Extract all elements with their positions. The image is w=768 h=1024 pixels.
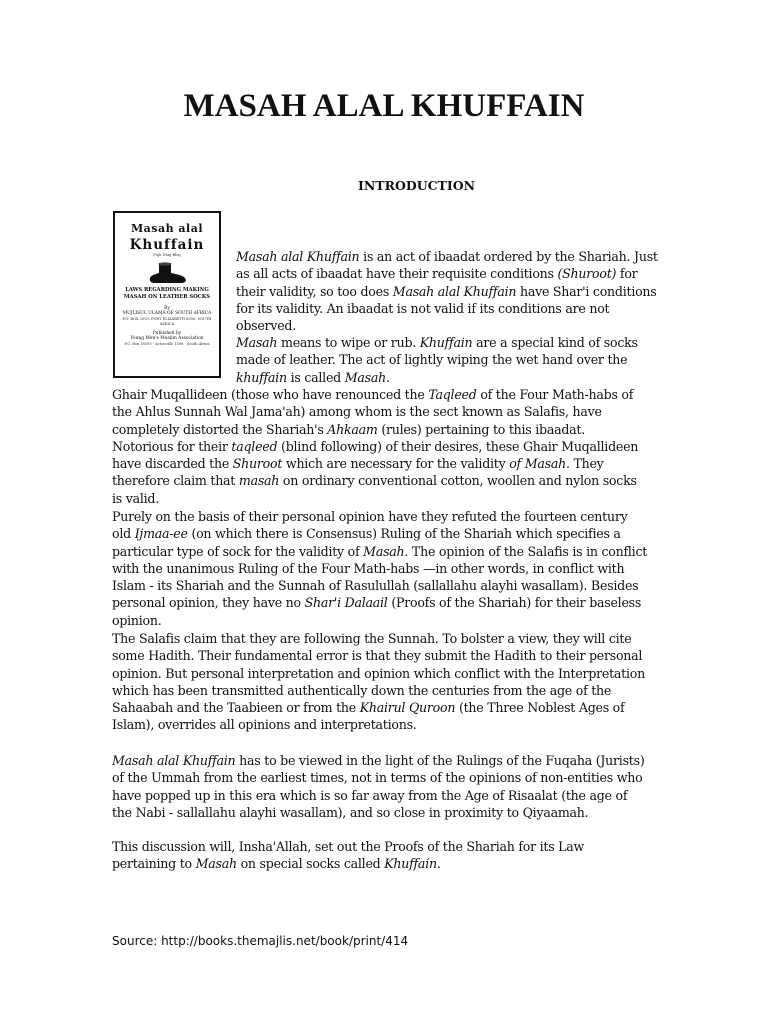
section-heading: INTRODUCTION [358, 178, 476, 193]
source-citation: Source: http://books.themajlis.net/book/print/414 [112, 934, 409, 948]
paragraph-4: Purely on the basis of their personal opinion have they refuted the fourteen century old Ijmaa-ee (on which there is Consensus) Ruling of the Shariah which specifies a particular type of sock for the validity of Masah. The opinion of the Salafis is in conflict with the unanimous Ruling of the Four Math-habs —in other words, in conflict with Islam - its Shariah and the Sunnah of Rasulullah (sallallahu alayhi wasallam). Besides personal opinion, they have no Shar'i Dalaail (Proofs of the Shariah) for their baseless opinion. [112, 509, 648, 628]
cover-author-detail: P.O. BOX 3393, PORT ELIZABETH 6056, SOUTH AFRICA [122, 316, 212, 326]
cover-subtitle [119, 287, 215, 300]
paragraph-1: Masah alal Khuffain is an act of ibaadat ordered by the Shariah. Just as all acts of ibaadat have their requisite conditions (Shuroot) for their validity, so too does Masah alal Khuffain have Shar'i conditions for its validity. An ibaadat is not valid if its conditions are not observed. [236, 249, 658, 334]
cover-subtitle-line1: LAWS REGARDING MAKING [125, 287, 209, 293]
paragraph-6: Masah alal Khuffain has to be viewed in the light of the Rulings of the Fuqaha (Jurists) of the Ummah from the earliest times, not in terms of the opinions of non-entities who have popped up in this era which is so far away from the Age of Risaalat (the age of the Nabi - sallallahu alayhi wasallam), and so close in proximity to Qiyaamah. [112, 753, 645, 820]
paragraph-5: The Salafis claim that they are following the Sunnah. To bolster a view, they will cite some Hadith. Their fundamental error is that they submit the Hadith to their personal opinion. But personal interpretation and opinion which conflict with the Interpretation which has been transmitted authentically down the centuries from the age of the Sahaabah and the Taabieen or from the Khairul Quroon (the Three Noblest Ages of Islam), overrides all opinions and interpretations. [112, 631, 645, 733]
cover-small-caption: Fiqh Dhig Blog [153, 253, 181, 257]
document-title: MASAH ALAL KHUFFAIN [183, 88, 585, 124]
cover-publisher-block [115, 331, 219, 347]
cover-author: MUJLISUL ULAMA OF SOUTH AFRICA [122, 311, 212, 317]
paragraph-2: Masah means to wipe or rub. Khuffain are a special kind of socks made of leather. The act of lightly wiping the wet hand over the khuffain is called Masah. [236, 335, 638, 385]
cover-title-line2: Khuffain [129, 237, 205, 253]
paragraph-7: This discussion will, Insha'Allah, set out the Proofs of the Shariah for its Law pertaining to Masah on special socks called Khuffain. [112, 839, 585, 872]
book-cover-image [113, 211, 221, 378]
cover-subtitle-line2: MASAH ON LEATHER SOCKS [123, 293, 211, 300]
leather-sock-icon [145, 262, 189, 284]
cover-by: By [164, 306, 170, 311]
cover-publisher: Young Men's Muslim Association [130, 336, 204, 342]
cover-published-by: Published by [152, 330, 182, 336]
cover-publisher-detail: P.O. Box 18595 · Actonville 1506 · South Africa [124, 341, 210, 346]
cover-title-line1: Masah alal [130, 222, 204, 235]
paragraph-3: Ghair Muqallideen (those who have renounced the Taqleed of the Four Math-habs of the Ahlus Sunnah Wal Jama'ah) among whom is the sect known as Salafis, have completely distorted the Shariah's Ahkaam (rules) pertaining to this ibaadat. Notorious for their taqleed (blind following) of their desires, these Ghair Muqallideen have discarded the Shuroot which are necessary for the validity of Masah. They therefore claim that masah on ordinary conventional cotton, woollen and nylon socks is valid. [112, 387, 639, 506]
cover-author-block [115, 306, 219, 327]
